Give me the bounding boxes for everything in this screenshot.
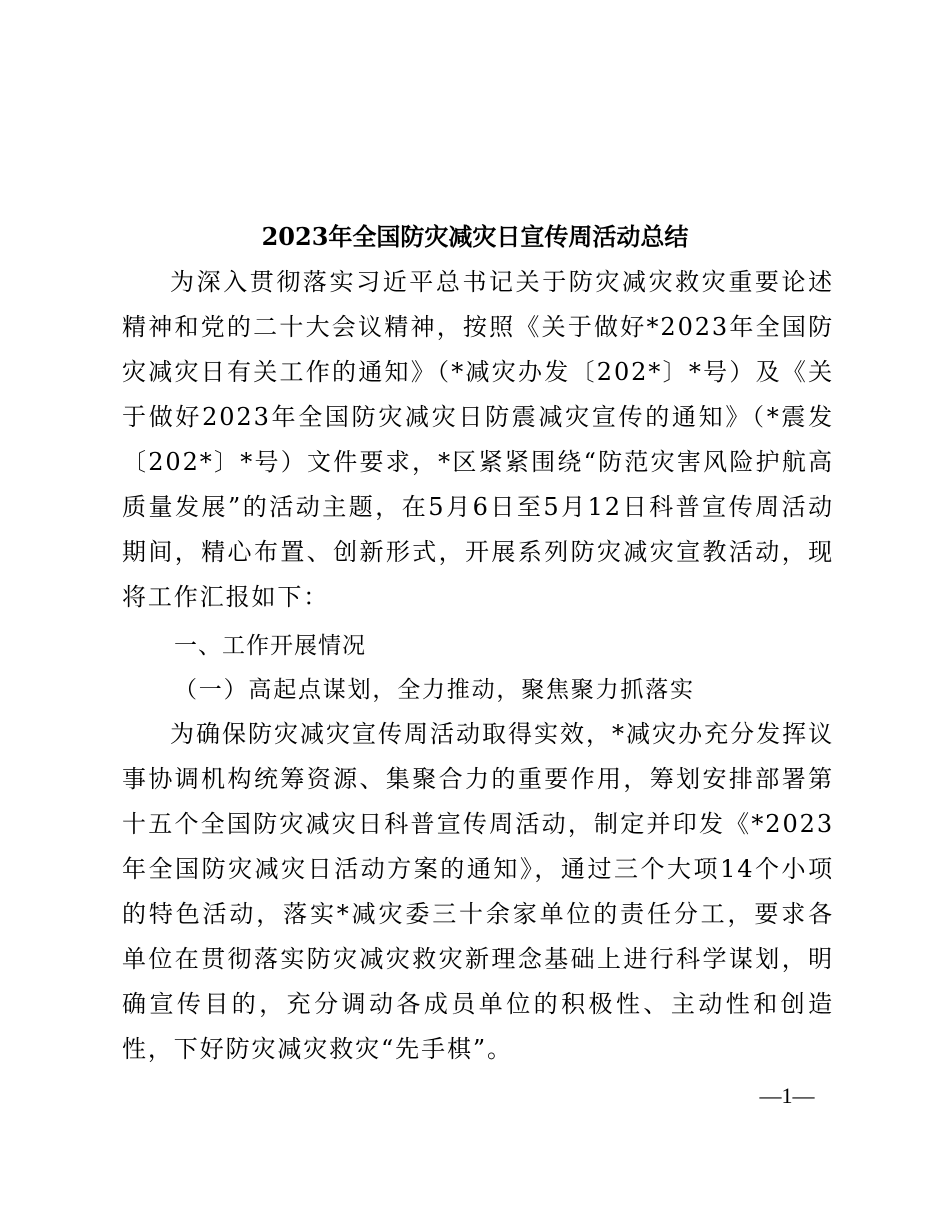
page-number: —1— <box>759 1083 815 1108</box>
subsection-heading: （一）高起点谋划，全力推动，聚焦聚力抓落实 <box>174 677 695 703</box>
subsection-paragraph: 为确保防灾减灾宣传周活动取得实效，*减灾办充分发挥议事协调机构统筹资源、集聚合力的重要作用，筹划安排部署第十五个全国防灾减灾日科普宣传周活动，制定并印发《*2023年全国防灾减灾日活动方案的通知》，通过三个大项14个小项的特色活动，落实*减灾委三十余家单位的责任分工，要求各单位在贯彻落实防灾减灾救灾新理念基础上进行科学谋划，明确宣传目的，充分调动各成员单位的积极性、主动性和创造性，下好防灾减灾救灾“先手棋”。 <box>122 720 834 1063</box>
section-heading: 一、工作开展情况 <box>174 633 366 659</box>
document-body <box>122 260 834 1072</box>
document-title: 2023年全国防灾减灾日宣传周活动总结 <box>261 222 689 251</box>
intro-paragraph: 为深入贯彻落实习近平总书记关于防灾减灾救灾重要论述精神和党的二十大会议精神，按照《关于做好*2023年全国防灾减灾日有关工作的通知》（*减灾办发〔202*〕*号）及《关于做好2023年全国防灾减灾日防震减灾宣传的通知》（*震发〔202*〕*号）文件要求，*区紧紧围绕“防范灾害风险护航高质量发展”的活动主题，在5月6日至5月12日科普宣传周活动期间，精心布置、创新形式，开展系列防灾减灾宣教活动，现将工作汇报如下： <box>122 268 834 611</box>
